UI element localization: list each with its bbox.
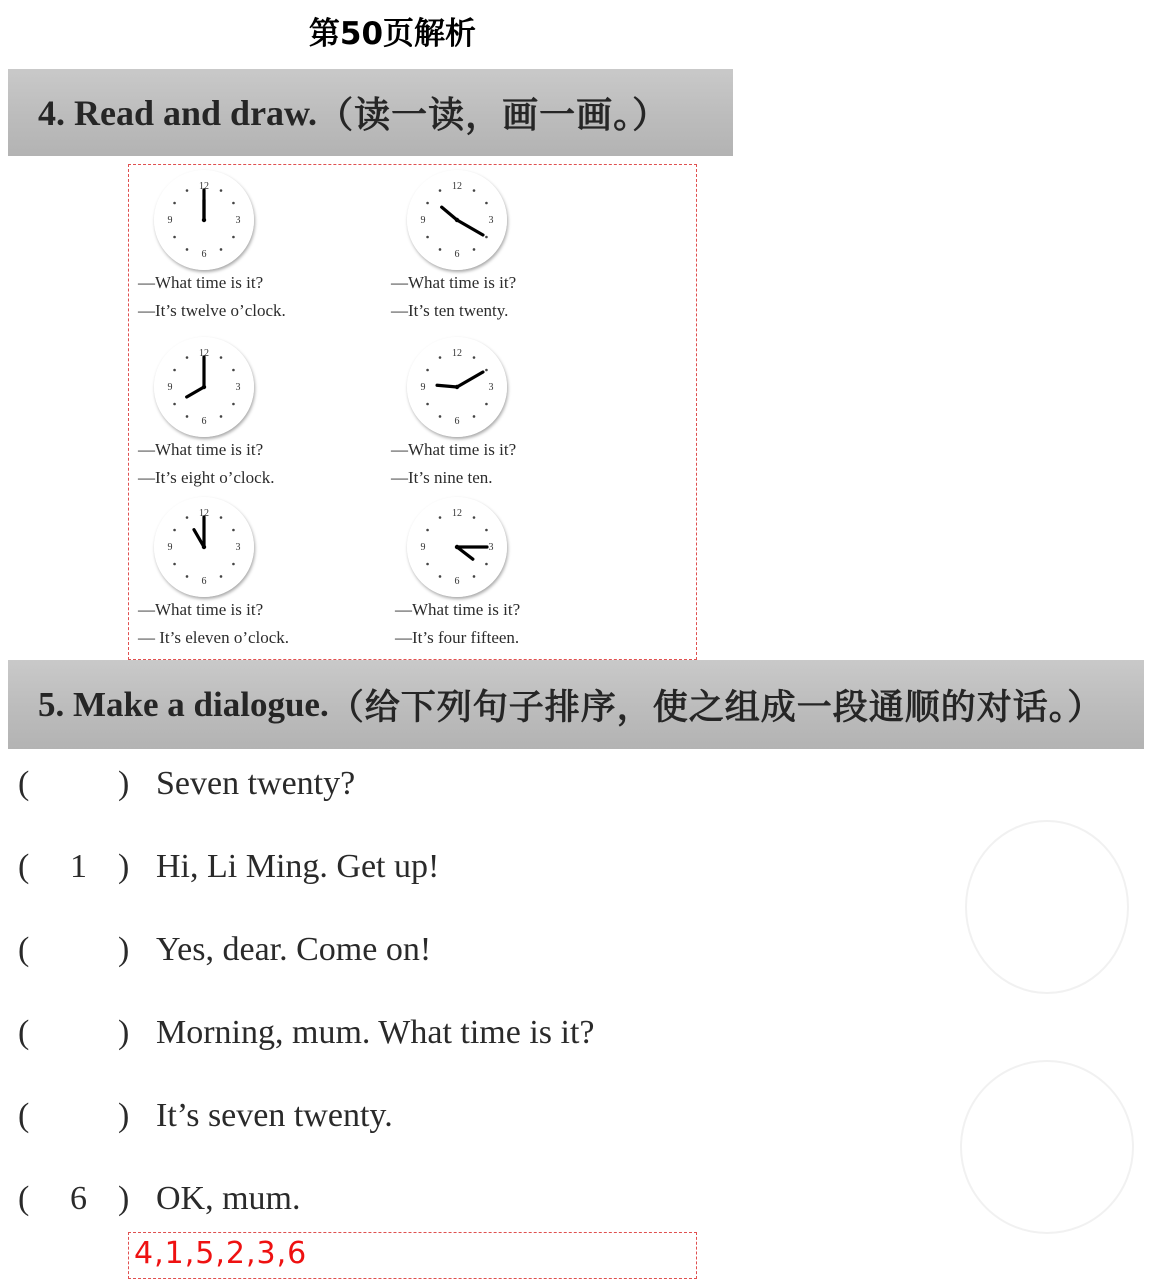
clock-cell bbox=[130, 333, 380, 500]
clock-answer: —It’s ten twenty. bbox=[391, 301, 509, 320]
dial-numeral: 9 bbox=[167, 542, 173, 553]
answer-text: 4,1,5,2,3,6 bbox=[134, 1236, 308, 1271]
clock-face bbox=[407, 170, 507, 270]
hour-dot bbox=[232, 529, 235, 532]
clock-answer: —It’s four fifteen. bbox=[395, 628, 520, 647]
section-4-title: 4. Read and draw. bbox=[38, 92, 318, 133]
dial-numeral: 3 bbox=[235, 215, 241, 226]
paren-close: ) bbox=[118, 1014, 130, 1051]
hour-dot bbox=[485, 563, 488, 566]
dialogue-sentence: Hi, Li Ming. Get up! bbox=[156, 848, 440, 885]
watermark-circle bbox=[960, 1060, 1134, 1234]
section-5-title: 5. Make a dialogue. bbox=[38, 684, 329, 724]
clock-face bbox=[154, 337, 254, 437]
dialogue-sentence: Morning, mum. What time is it? bbox=[156, 1014, 595, 1051]
center-pin bbox=[202, 385, 206, 389]
hour-dot bbox=[173, 563, 176, 566]
clock-answer: —It’s twelve o’clock. bbox=[138, 301, 286, 320]
paren-open: ( bbox=[18, 1014, 30, 1051]
section-5-header bbox=[8, 660, 1144, 749]
hour-dot bbox=[439, 516, 442, 519]
hour-dot bbox=[220, 189, 223, 192]
dialogue-sentence: OK, mum. bbox=[156, 1180, 301, 1217]
hour-dot bbox=[473, 189, 476, 192]
dial-numeral: 12 bbox=[452, 348, 462, 359]
hour-dot bbox=[173, 369, 176, 372]
hour-dot bbox=[173, 202, 176, 205]
section-5-instruction: （给下列句子排序，使之组成一段通顺的对话。） bbox=[328, 687, 1104, 727]
clock-face bbox=[407, 497, 507, 597]
hour-dot bbox=[232, 236, 235, 239]
clock-question: —What time is it? bbox=[391, 440, 517, 459]
center-pin bbox=[455, 545, 459, 549]
watermark-circle bbox=[965, 820, 1129, 994]
dial-numeral: 3 bbox=[235, 542, 241, 553]
hour-dot bbox=[473, 575, 476, 578]
dial-numeral: 6 bbox=[201, 416, 207, 427]
center-pin bbox=[202, 218, 206, 222]
dial-numeral: 12 bbox=[199, 181, 209, 192]
center-pin bbox=[202, 545, 206, 549]
page-title: 第50页解析 bbox=[308, 16, 477, 52]
hour-dot bbox=[439, 415, 442, 418]
clock-answer: —It’s eight o’clock. bbox=[138, 468, 275, 487]
hour-dot bbox=[186, 516, 189, 519]
dial-numeral: 9 bbox=[420, 215, 426, 226]
hour-dot bbox=[485, 529, 488, 532]
clock-dial bbox=[407, 337, 507, 437]
dial-numeral: 6 bbox=[454, 416, 460, 427]
dial-numeral: 6 bbox=[201, 576, 207, 587]
paren-close: ) bbox=[118, 931, 130, 968]
dial-numeral: 6 bbox=[201, 249, 207, 260]
dial-numeral: 12 bbox=[199, 508, 209, 519]
hour-dot bbox=[173, 529, 176, 532]
clock-dial bbox=[154, 337, 254, 437]
paren-open: ( bbox=[18, 765, 30, 802]
hour-dot bbox=[186, 356, 189, 359]
answer-box bbox=[128, 1232, 697, 1279]
hour-dot bbox=[232, 403, 235, 406]
paren-open: ( bbox=[18, 848, 30, 885]
paren-close: ) bbox=[118, 848, 130, 885]
dial-numeral: 6 bbox=[454, 576, 460, 587]
hour-dot bbox=[232, 369, 235, 372]
hour-dot bbox=[426, 529, 429, 532]
hour-hand bbox=[442, 207, 457, 220]
hour-dot bbox=[485, 369, 488, 372]
dial-numeral: 9 bbox=[420, 382, 426, 393]
dial-numeral: 3 bbox=[235, 382, 241, 393]
clock-dial bbox=[407, 497, 507, 597]
paren-close: ) bbox=[118, 765, 130, 802]
dialogue-sentence: It’s seven twenty. bbox=[156, 1097, 393, 1134]
clock-dial bbox=[154, 497, 254, 597]
clock-answer: — It’s eleven o’clock. bbox=[138, 628, 290, 647]
dial-numeral: 9 bbox=[167, 382, 173, 393]
dial-numeral: 9 bbox=[420, 542, 426, 553]
paren-open: ( bbox=[18, 1097, 30, 1134]
hour-dot bbox=[439, 189, 442, 192]
clock-question: —What time is it? bbox=[138, 273, 264, 292]
center-pin bbox=[455, 385, 459, 389]
section-4-header bbox=[8, 69, 733, 156]
dialogue-sentence: Seven twenty? bbox=[156, 765, 356, 802]
hour-dot bbox=[473, 415, 476, 418]
hour-dot bbox=[186, 575, 189, 578]
hour-dot bbox=[186, 189, 189, 192]
clock-face bbox=[154, 497, 254, 597]
hour-dot bbox=[439, 356, 442, 359]
hour-dot bbox=[439, 248, 442, 251]
dial-numeral: 3 bbox=[488, 382, 494, 393]
hour-dot bbox=[426, 369, 429, 372]
hour-dot bbox=[220, 356, 223, 359]
clock-cell bbox=[383, 493, 633, 660]
minute-hand bbox=[457, 372, 483, 387]
clock-dial bbox=[154, 170, 254, 270]
clock-cell bbox=[130, 166, 380, 333]
hour-dot bbox=[426, 563, 429, 566]
clock-cell bbox=[383, 166, 633, 333]
hour-dot bbox=[220, 248, 223, 251]
dial-numeral: 9 bbox=[167, 215, 173, 226]
hour-dot bbox=[473, 516, 476, 519]
order-number[interactable]: 6 bbox=[70, 1180, 87, 1217]
hour-dot bbox=[220, 516, 223, 519]
order-number[interactable]: 1 bbox=[70, 848, 87, 885]
clock-question: —What time is it? bbox=[391, 273, 517, 292]
paren-close: ) bbox=[118, 1180, 130, 1217]
hour-hand bbox=[457, 547, 473, 559]
clock-dial bbox=[407, 170, 507, 270]
hour-dot bbox=[426, 403, 429, 406]
dial-numeral: 3 bbox=[488, 215, 494, 226]
dial-numeral: 12 bbox=[452, 181, 462, 192]
clock-face bbox=[154, 170, 254, 270]
clock-face bbox=[407, 337, 507, 437]
section-4-instruction: （读一读，画一画。） bbox=[317, 95, 670, 135]
hour-dot bbox=[173, 403, 176, 406]
paren-open: ( bbox=[18, 931, 30, 968]
clock-answer: —It’s nine ten. bbox=[391, 468, 493, 487]
hour-dot bbox=[485, 403, 488, 406]
hour-dot bbox=[426, 236, 429, 239]
dial-numeral: 12 bbox=[199, 348, 209, 359]
hour-dot bbox=[220, 415, 223, 418]
hour-dot bbox=[186, 248, 189, 251]
hour-dot bbox=[485, 202, 488, 205]
dial-numeral: 3 bbox=[488, 542, 494, 553]
paren-close: ) bbox=[118, 1097, 130, 1134]
hour-dot bbox=[186, 415, 189, 418]
clock-cell bbox=[130, 493, 380, 660]
hour-dot bbox=[426, 202, 429, 205]
clock-question: —What time is it? bbox=[138, 440, 264, 459]
hour-dot bbox=[232, 563, 235, 566]
hour-dot bbox=[473, 248, 476, 251]
dial-numeral: 6 bbox=[454, 249, 460, 260]
hour-hand bbox=[187, 387, 204, 397]
hour-dot bbox=[485, 236, 488, 239]
clock-cell bbox=[383, 333, 633, 500]
clock-question: —What time is it? bbox=[138, 600, 264, 619]
hour-dot bbox=[439, 575, 442, 578]
hour-dot bbox=[473, 356, 476, 359]
hour-dot bbox=[232, 202, 235, 205]
dial-numeral: 12 bbox=[452, 508, 462, 519]
hour-hand bbox=[437, 385, 457, 387]
minute-hand bbox=[457, 220, 483, 235]
dialogue-sentence: Yes, dear. Come on! bbox=[156, 931, 432, 968]
hour-dot bbox=[220, 575, 223, 578]
hour-dot bbox=[173, 236, 176, 239]
center-pin bbox=[455, 218, 459, 222]
clock-question: —What time is it? bbox=[395, 600, 521, 619]
paren-open: ( bbox=[18, 1180, 30, 1217]
